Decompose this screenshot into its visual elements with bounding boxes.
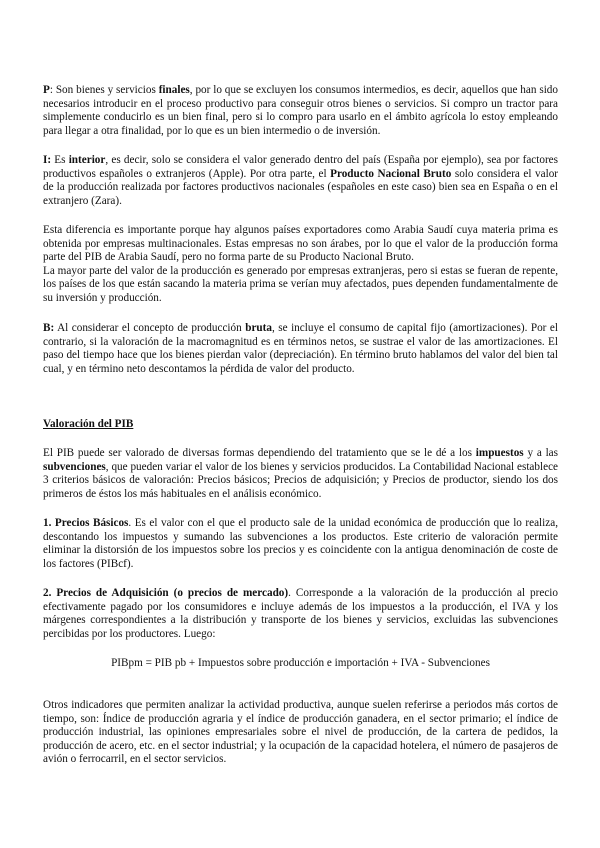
paragraph-arabia	[43, 224, 558, 306]
bold-term: impuestos	[475, 447, 524, 459]
text: , es decir, solo se considera el valor generado dentro del país (España por ejemplo), sea por factores productivos españoles o extranjeros (Apple). Por otra parte, el	[43, 154, 559, 180]
bold-term: bruta	[245, 322, 272, 334]
text: y a las	[523, 447, 558, 459]
bold-term: subvenciones	[43, 460, 106, 473]
paragraph-interior	[43, 154, 558, 208]
paragraph-finales	[43, 84, 558, 138]
paragraph-bruta	[43, 322, 558, 376]
text: solo considera el valor de la producción realizada por factores productivos nacionales (españoles en este caso) bien sea en España o en el extranjero (Zara).	[43, 167, 559, 207]
term-i: I:	[43, 154, 52, 166]
term-p: P	[43, 84, 50, 96]
text: El PIB puede ser valorado de diversas formas dependiendo del tratamiento que se le dé a los	[43, 447, 476, 459]
term-b: B:	[43, 322, 55, 334]
paragraph-precios-basicos	[43, 517, 558, 571]
text: La mayor parte del valor de la producción es generado por empresas extranjeras, pero si estas se fueran de repente, los países de los que están sacando la materia prima se verían muy afectados, pues dependen fundamentalmente de su inversión y producción.	[43, 264, 558, 304]
text: Es	[51, 154, 69, 166]
text: . Es el valor con el que el producto sale de la unidad económica de producción que lo realiza, descontando los impuestos y sumando las subvenciones a los productos. Este criterio de valoración permite eliminar la distorsión de los impuestos sobre los precios y es coincidente con la antigua denominación de coste de los factores (PIBcf).	[43, 517, 559, 570]
bold-term: 1. Precios Básicos	[43, 517, 129, 529]
text: Esta diferencia es importante porque hay algunos países exportadores como Arabia Saudí cuya materia prima es obtenida por empresas multinacionales. Estas empresas no son árabes, por lo que el valor de la producción forma parte del PIB de Arabia Saudí, pero no forma parte de su Producto Nacional Bruto.	[43, 224, 558, 264]
text: , que pueden variar el valor de los bienes y servicios producidos. La Contabilidad Nacional establece 3 criterios básicos de valoración: Precios básicos; Precios de adquisición; y Precios de productor, siendo los dos primeros de éstos los más habituales en el análisis económico.	[43, 460, 558, 500]
text: Otros indicadores que permiten analizar la actividad productiva, aunque suelen referirse a periodos más cortos de tiempo, son: Índice de producción agraria y el índice de producción ganadera, en el sector primario; el índice de producción industrial, las opiniones empresariales sobre el nivel de producción, de la cartera de pedidos, la producción de acero, etc. en el sector industrial; y la ocupación de la capacidad hotelera, el número de pasajeros de avión o ferrocarril, en el sector servicios.	[43, 699, 558, 766]
text: , por lo que se excluyen los consumos intermedios, es decir, aquellos que han sido necesarios introducir en el proceso productivo para conseguir otros bienes o servicios. Si compro un tractor para simplemente conducirlo es un bien final, pero si lo compro para usarlo en el ámbito agrícola lo estoy empleando para llegar a otra finalidad, por lo que es un bien intermedio o de inversión.	[43, 84, 558, 137]
text: : Son bienes y servicios	[49, 84, 159, 96]
formula: PIBpm = PIB pb + Impuestos sobre producción e importación + IVA - Subvenciones	[111, 657, 490, 669]
text: Al considerar el concepto de producción	[54, 322, 246, 334]
bold-term: interior	[68, 154, 106, 166]
text: , se incluye el consumo de capital fijo (amortizaciones). Por el contrario, si la valoración de la macromagnitud es en términos netos, se sustrae el valor de las amortizaciones. El paso del tiempo hace que los bienes pierdan valor (depreciación). En término bruto hablamos del valor del bien tal cual, y en término neto descontamos la pérdida de valor del producto.	[43, 322, 558, 375]
bold-term: finales	[158, 84, 190, 96]
bold-term: Producto Nacional Bruto	[330, 167, 452, 180]
section-heading: Valoración del PIB	[43, 418, 134, 430]
paragraph-valoracion	[43, 447, 558, 501]
text: . Corresponde a la valoración de la producción al precio efectivamente pagado por los consumidores e incluye además de los impuestos a la producción, el IVA y los márgenes correspondientes a la distribución y transporte de los bienes y servicios, excluidas las subvenciones percibidas por los productores. Luego:	[43, 587, 558, 640]
bold-term: 2. Precios de Adquisición (o precios de mercado)	[43, 587, 289, 599]
paragraph-indicadores	[43, 699, 558, 767]
paragraph-precios-adquisicion	[43, 587, 558, 641]
